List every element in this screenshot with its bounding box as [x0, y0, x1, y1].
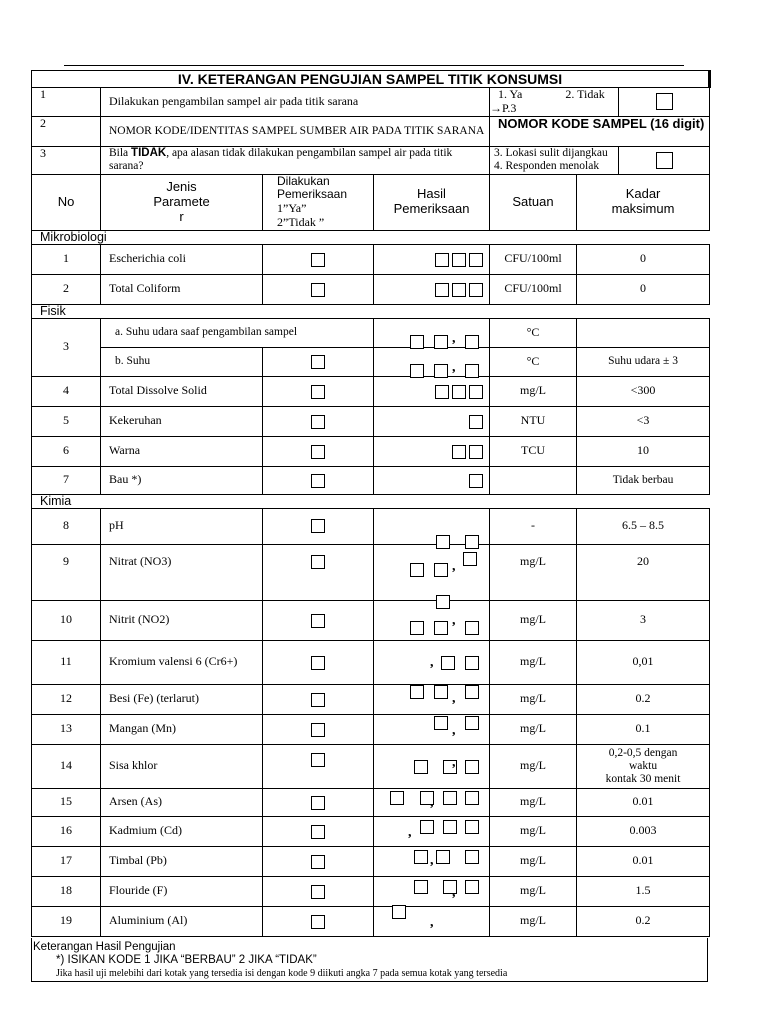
max-value	[577, 318, 710, 347]
param-kekeruhan: Kekeruhan	[101, 406, 263, 436]
check-box[interactable]	[311, 855, 325, 869]
result-box[interactable]	[420, 820, 434, 834]
result-ph	[374, 508, 490, 544]
check-box[interactable]	[311, 915, 325, 929]
result-arsen: ,	[374, 788, 490, 816]
unit: TCU	[490, 436, 577, 466]
answer-cell-1	[619, 88, 710, 117]
result-box[interactable]	[452, 445, 466, 459]
max-value: Suhu udara ± 3	[577, 347, 710, 376]
section-mikrobiologi: Mikrobiologi	[32, 230, 710, 244]
option-ya: 1. Ya	[498, 87, 523, 102]
result-box[interactable]	[410, 563, 424, 577]
row-no: 19	[32, 906, 101, 936]
result-box[interactable]	[465, 364, 479, 378]
result-suhu: ,	[374, 347, 490, 376]
max-value: 0.2	[577, 684, 710, 714]
param-bau: Bau *)	[101, 466, 263, 494]
check-box[interactable]	[311, 753, 325, 767]
intro-options-3	[490, 146, 619, 174]
result-box[interactable]	[414, 760, 428, 774]
param-besi: Besi (Fe) (terlarut)	[101, 684, 263, 714]
result-box[interactable]	[465, 760, 479, 774]
param-arsen: Arsen (As)	[101, 788, 263, 816]
max-value: 0.003	[577, 816, 710, 846]
max-value: 1.5	[577, 876, 710, 906]
check-box[interactable]	[311, 723, 325, 737]
check-box[interactable]	[311, 385, 325, 399]
unit: mg/L	[490, 684, 577, 714]
check-box[interactable]	[311, 693, 325, 707]
param-warna: Warna	[101, 436, 263, 466]
param-nitrit: Nitrit (NO2)	[101, 600, 263, 640]
result-box[interactable]	[463, 552, 477, 566]
unit: mg/L	[490, 816, 577, 846]
section-kimia: Kimia	[32, 494, 710, 508]
result-box[interactable]	[410, 621, 424, 635]
check-box[interactable]	[311, 796, 325, 810]
unit: °C	[490, 347, 577, 376]
row-no: 16	[32, 816, 101, 846]
result-box[interactable]	[434, 716, 448, 730]
param-suhu: b. Suhu	[101, 347, 263, 376]
header-hasil: Hasil Pemeriksaan	[374, 174, 490, 230]
row-no: 9	[32, 544, 101, 600]
row-no: 10	[32, 600, 101, 640]
max-value: 0.01	[577, 846, 710, 876]
max-value: 0.01	[577, 788, 710, 816]
result-box[interactable]	[465, 850, 479, 864]
param-nitrat: Nitrat (NO3)	[101, 544, 263, 600]
result-box[interactable]	[414, 880, 428, 894]
intro-question-1: Dilakukan pengambilan sampel air pada titik sarana	[101, 88, 490, 117]
result-box[interactable]	[465, 656, 479, 670]
result-box[interactable]	[469, 385, 483, 399]
unit: mg/L	[490, 600, 577, 640]
max-value: <3	[577, 406, 710, 436]
unit: mg/L	[490, 906, 577, 936]
result-box[interactable]	[465, 685, 479, 699]
param-aluminium: Aluminium (Al)	[101, 906, 263, 936]
result-box[interactable]	[434, 621, 448, 635]
max-value: 0	[577, 274, 710, 304]
param-flouride: Flouride (F)	[101, 876, 263, 906]
row-no: 3	[32, 318, 101, 376]
param-ph: pH	[101, 508, 263, 544]
check-box[interactable]	[311, 555, 325, 569]
answer-box-3[interactable]	[656, 152, 673, 169]
row-no: 18	[32, 876, 101, 906]
max-value: 10	[577, 436, 710, 466]
result-box[interactable]	[435, 253, 449, 267]
section-fisik: Fisik	[32, 304, 710, 318]
unit: CFU/100ml	[490, 274, 577, 304]
intro-question-3: Bila TIDAK, apa alasan tidak dilakukan pengambilan sampel air pada titik sarana?	[101, 146, 490, 174]
unit: mg/L	[490, 714, 577, 744]
result-box[interactable]	[443, 820, 457, 834]
result-nitrat: ,	[374, 544, 490, 600]
unit: mg/L	[490, 788, 577, 816]
row-no: 15	[32, 788, 101, 816]
max-value: Tidak berbau	[577, 466, 710, 494]
result-box[interactable]	[443, 791, 457, 805]
result-nitrit: ,	[374, 600, 490, 640]
max-value: 0,01	[577, 640, 710, 684]
row-no: 13	[32, 714, 101, 744]
unit	[490, 466, 577, 494]
check-box[interactable]	[311, 519, 325, 533]
result-box[interactable]	[434, 685, 448, 699]
unit: mg/L	[490, 876, 577, 906]
header-no: No	[32, 174, 101, 230]
check-box[interactable]	[311, 445, 325, 459]
unit: mg/L	[490, 846, 577, 876]
row-no: 7	[32, 466, 101, 494]
check-box[interactable]	[311, 355, 325, 369]
unit: NTU	[490, 406, 577, 436]
max-value: 20	[577, 544, 710, 600]
result-kadmium: ,	[374, 816, 490, 846]
intro-question-2: NOMOR KODE/IDENTITAS SAMPEL SUMBER AIR PADA TITIK SARANA	[101, 116, 490, 146]
option-menolak: 4. Responden menolak	[494, 160, 600, 173]
result-box[interactable]	[465, 621, 479, 635]
result-box[interactable]	[465, 820, 479, 834]
row-no: 2	[32, 274, 101, 304]
max-value: 0,2-0,5 dengan waktu kontak 30 menit	[577, 744, 710, 788]
unit: mg/L	[490, 376, 577, 406]
row-no: 1	[32, 244, 101, 274]
param-sisa-khlor: Sisa khlor	[101, 744, 263, 788]
param-tds: Total Dissolve Solid	[101, 376, 263, 406]
intro-no: 3	[32, 146, 101, 174]
unit: -	[490, 508, 577, 544]
row-no: 8	[32, 508, 101, 544]
row-no: 17	[32, 846, 101, 876]
answer-box-1[interactable]	[656, 93, 673, 110]
result-box[interactable]	[441, 656, 455, 670]
result-box[interactable]	[469, 415, 483, 429]
result-box[interactable]	[436, 850, 450, 864]
option-tidak: 2. Tidak →P.3	[490, 87, 605, 115]
row-no: 6	[32, 436, 101, 466]
result-box[interactable]	[390, 791, 404, 805]
check-box[interactable]	[311, 283, 325, 297]
result-box[interactable]	[465, 716, 479, 730]
param-kadmium: Kadmium (Cd)	[101, 816, 263, 846]
result-aluminium: ,	[374, 906, 490, 936]
result-sisa-khlor: ,	[374, 744, 490, 788]
intro-no: 1	[32, 88, 101, 117]
check-box[interactable]	[311, 253, 325, 267]
result-box[interactable]	[469, 253, 483, 267]
param-ecoli: Escherichia coli	[101, 244, 263, 274]
answer-cell-3	[619, 146, 710, 174]
row-no: 14	[32, 744, 101, 788]
unit: CFU/100ml	[490, 244, 577, 274]
notes-heading: Keterangan Hasil Pengujian	[33, 941, 176, 953]
check-box[interactable]	[311, 885, 325, 899]
result-box[interactable]	[414, 850, 428, 864]
max-value: 3	[577, 600, 710, 640]
result-box[interactable]	[469, 283, 483, 297]
result-box[interactable]	[410, 685, 424, 699]
sample-code-label: NOMOR KODE SAMPEL (16 digit)	[490, 116, 710, 146]
result-box[interactable]	[452, 253, 466, 267]
header-satuan: Satuan	[490, 174, 577, 230]
result-box[interactable]	[465, 880, 479, 894]
header-kadar: Kadar maksimum	[577, 174, 710, 230]
row-no: 11	[32, 640, 101, 684]
header-parameter: Jenis Paramete r	[101, 174, 263, 230]
intro-options-1	[490, 88, 619, 117]
result-box[interactable]	[465, 791, 479, 805]
result-box[interactable]	[435, 283, 449, 297]
notes-line-1: *) ISIKAN KODE 1 JIKA “BERBAU” 2 JIKA “TIDAK”	[56, 954, 317, 966]
result-besi: ,	[374, 684, 490, 714]
result-box[interactable]	[434, 563, 448, 577]
param-kromium: Kromium valensi 6 (Cr6+)	[101, 640, 263, 684]
result-box[interactable]	[452, 385, 466, 399]
intro-no: 2	[32, 116, 101, 146]
sample-test-table	[31, 70, 711, 937]
row-no: 4	[32, 376, 101, 406]
header-dilakukan: Dilakukan Pemeriksaan 1”Ya” 2”Tidak ”	[263, 174, 374, 230]
max-value: 0.1	[577, 714, 710, 744]
check-box[interactable]	[311, 474, 325, 488]
result-box[interactable]	[410, 364, 424, 378]
result-kromium: ,	[374, 640, 490, 684]
top-rule	[64, 65, 684, 66]
max-value: 6.5 – 8.5	[577, 508, 710, 544]
param-suhu-udara: a. Suhu udara saaf pengambilan sampel	[101, 318, 374, 347]
param-timbal: Timbal (Pb)	[101, 846, 263, 876]
option-lokasi: 3. Lokasi sulit dijangkau	[494, 146, 608, 159]
param-coliform: Total Coliform	[101, 274, 263, 304]
unit: mg/L	[490, 544, 577, 600]
result-box[interactable]	[392, 905, 406, 919]
result-box[interactable]	[434, 364, 448, 378]
check-box[interactable]	[311, 614, 325, 628]
result-box[interactable]	[435, 385, 449, 399]
unit: °C	[490, 318, 577, 347]
max-value: 0.2	[577, 906, 710, 936]
unit: mg/L	[490, 744, 577, 788]
max-value: <300	[577, 376, 710, 406]
row-no: 5	[32, 406, 101, 436]
unit: mg/L	[490, 640, 577, 684]
result-box[interactable]	[469, 474, 483, 488]
check-box[interactable]	[311, 656, 325, 670]
result-box[interactable]	[452, 283, 466, 297]
max-value: 0	[577, 244, 710, 274]
result-flouride: ,	[374, 876, 490, 906]
result-box[interactable]	[469, 445, 483, 459]
check-box[interactable]	[311, 415, 325, 429]
row-no: 12	[32, 684, 101, 714]
result-mangan: ,	[374, 714, 490, 744]
notes-line-2: Jika hasil uji melebihi dari kotak yang tersedia isi dengan kode 9 diikuti angka 7 pada semua kotak yang tersedia	[56, 968, 508, 979]
param-mangan: Mangan (Mn)	[101, 714, 263, 744]
section-title: IV. KETERANGAN PENGUJIAN SAMPEL TITIK KONSUMSI	[32, 71, 710, 88]
result-suhu-udara: ,	[374, 318, 490, 347]
result-timbal: ,	[374, 846, 490, 876]
check-box[interactable]	[311, 825, 325, 839]
